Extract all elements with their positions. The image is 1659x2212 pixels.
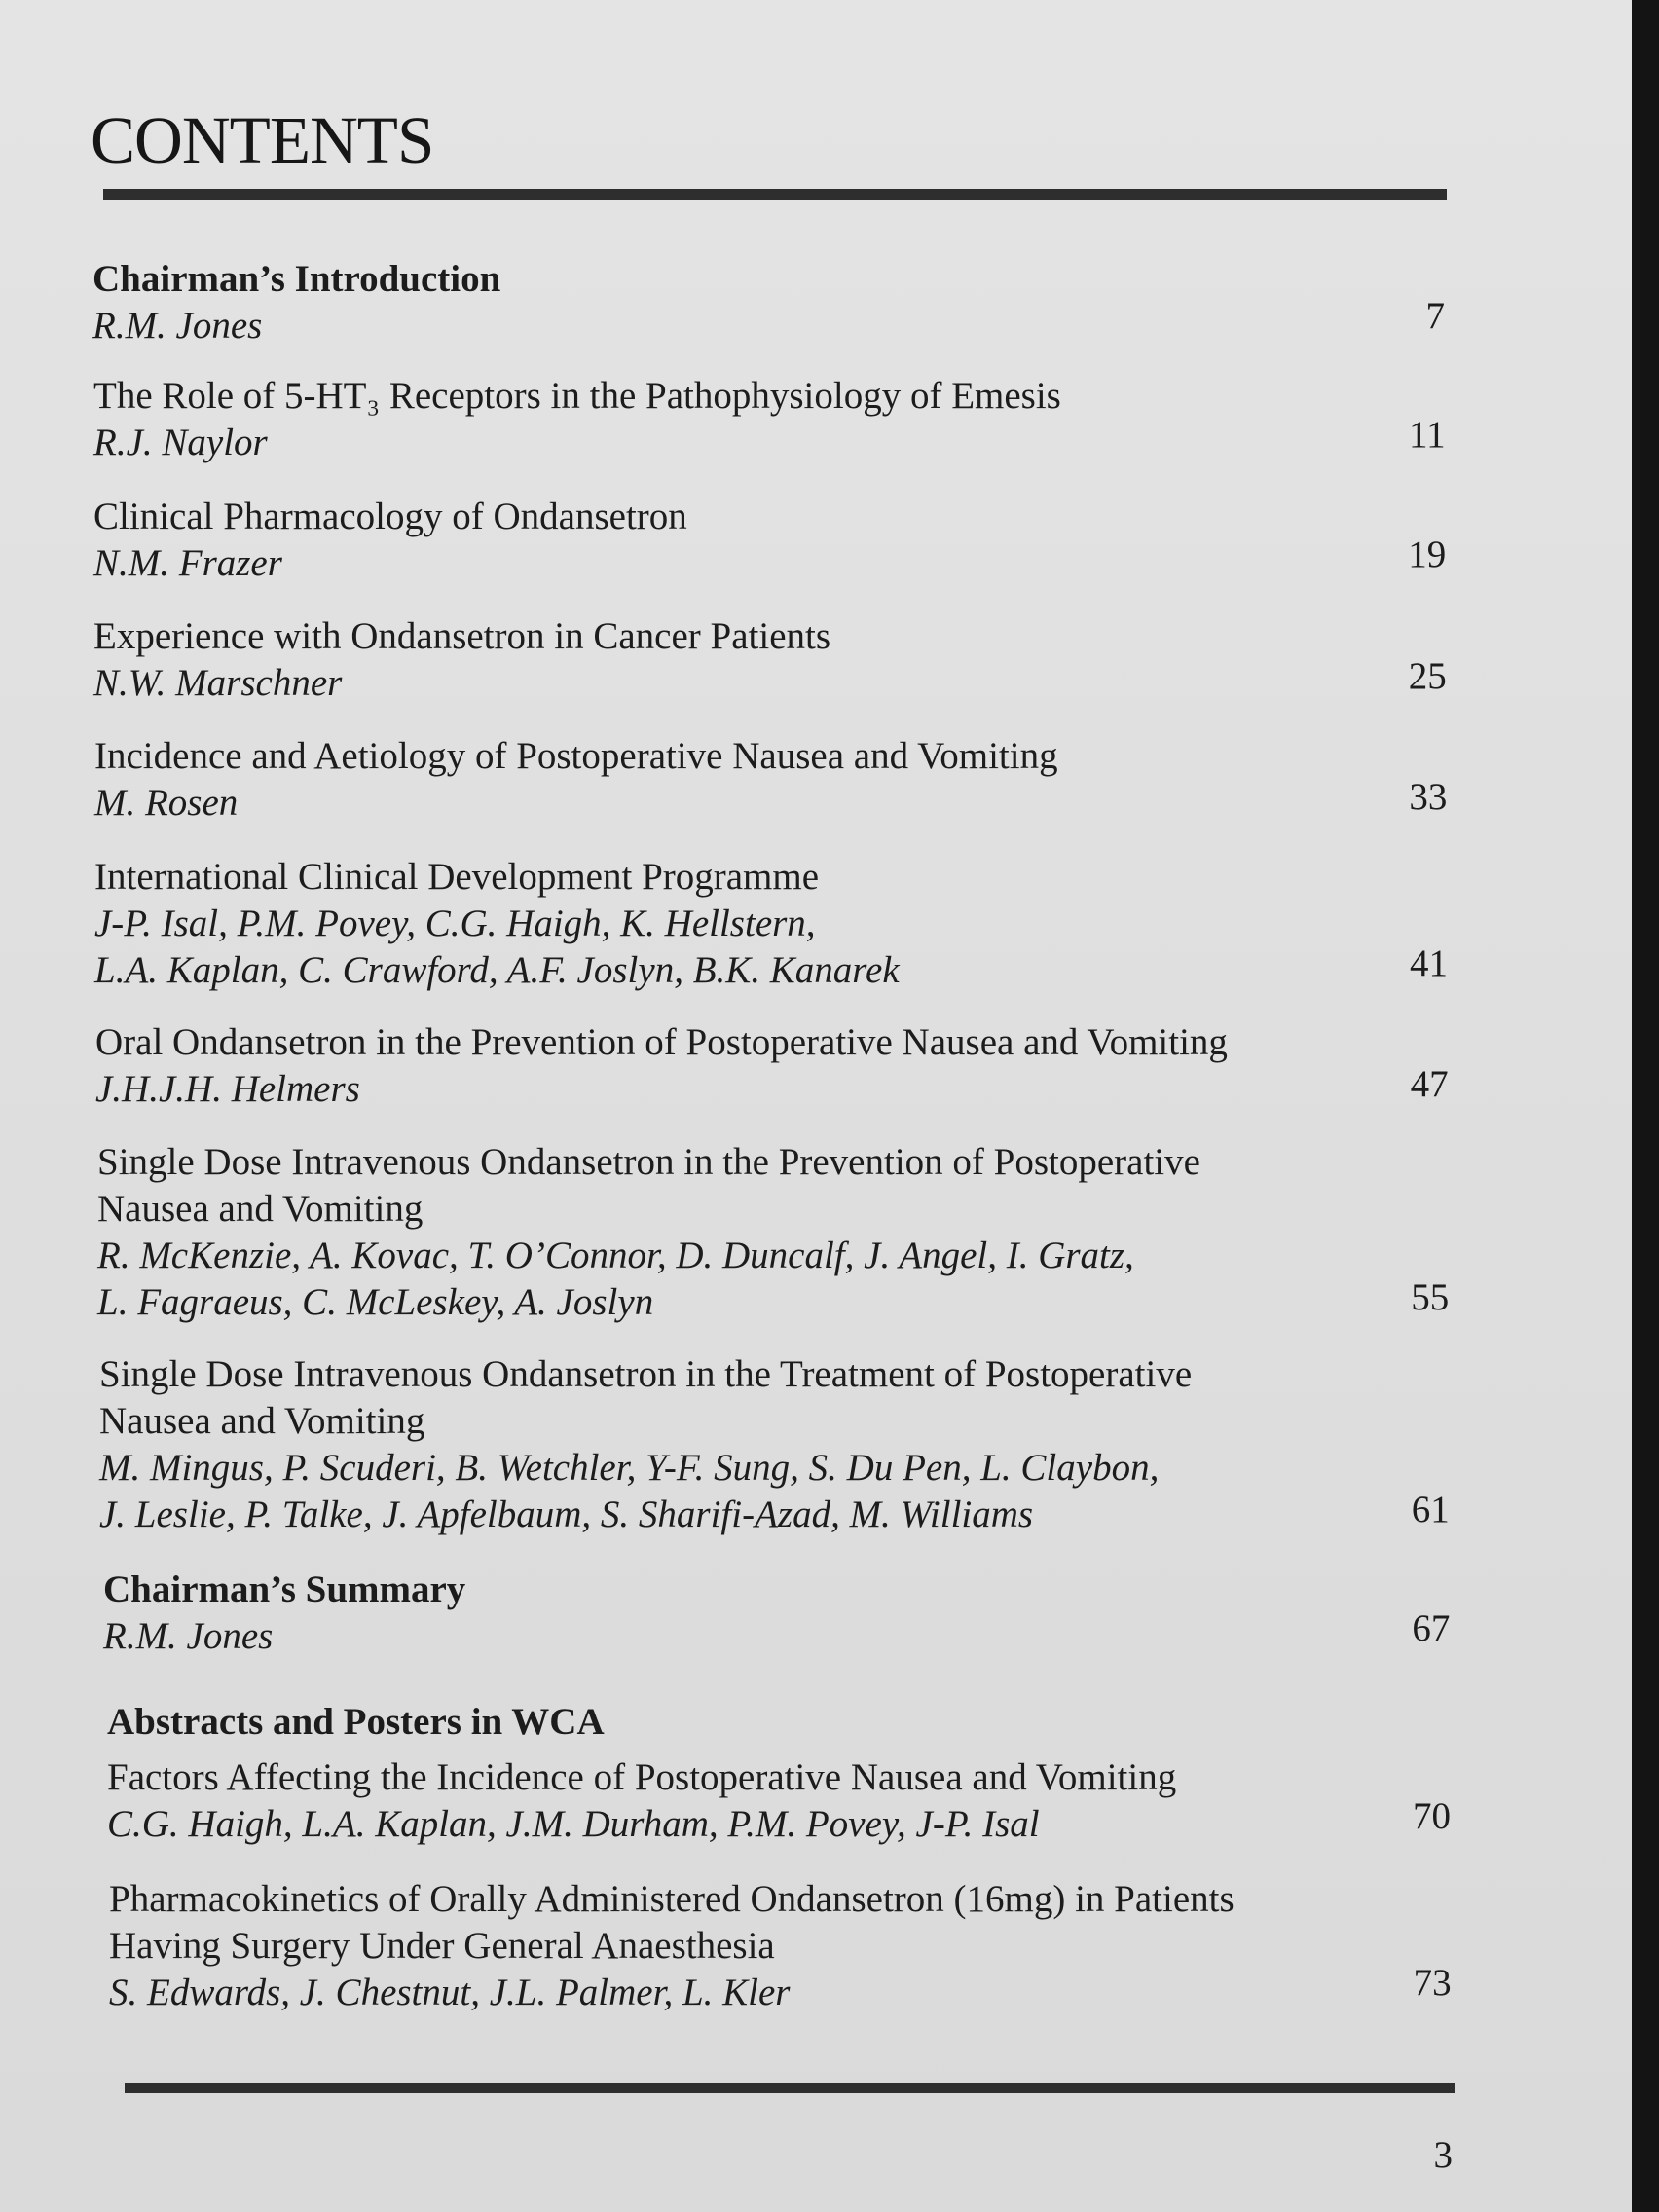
toc-entry xyxy=(93,494,1359,587)
entry-title: Single Dose Intravenous Ondansetron in the Prevention of Postoperative xyxy=(97,1141,1200,1183)
entry-authors: J. Leslie, P. Talke, J. Apfelbaum, S. Sharifi-Azad, M. Williams xyxy=(99,1493,1034,1535)
toc-entry xyxy=(94,733,1360,827)
entry-title: The Role of 5-HT₃ Receptors in the Pathophysiology of Emesis xyxy=(93,375,1061,417)
entry-page-number: 55 xyxy=(1411,1276,1450,1318)
entry-authors: R.J. Naylor xyxy=(93,422,268,463)
entry-authors: S. Edwards, J. Chestnut, J.L. Palmer, L. Kler xyxy=(109,1972,791,2013)
entry-page-number: 11 xyxy=(1409,414,1446,456)
toc-entry xyxy=(92,256,1358,350)
page-number: 3 xyxy=(1433,2134,1453,2176)
entry-title: Oral Ondansetron in the Prevention of Postoperative Nausea and Vomiting xyxy=(95,1021,1228,1063)
toc-entry xyxy=(99,1351,1365,1538)
entry-page-number: 25 xyxy=(1408,655,1447,697)
entry-title: Incidence and Aetiology of Postoperative Nausea and Vomiting xyxy=(94,735,1058,777)
toc-entry xyxy=(97,1139,1363,1326)
entry-authors: L. Fagraeus, C. McLeskey, A. Joslyn xyxy=(97,1281,654,1323)
entry-authors: M. Rosen xyxy=(94,782,239,824)
entry-page-number: 47 xyxy=(1410,1063,1449,1105)
entry-authors: L.A. Kaplan, C. Crawford, A.F. Joslyn, B.K. Kanarek xyxy=(94,949,900,991)
entry-authors: N.W. Marschner xyxy=(93,662,343,704)
entry-title: Nausea and Vomiting xyxy=(99,1400,425,1442)
entry-page-number: 19 xyxy=(1408,534,1447,575)
entry-page-number: 70 xyxy=(1413,1795,1451,1837)
page-title: CONTENTS xyxy=(91,103,434,177)
page-edge-shadow xyxy=(1632,0,1659,2212)
entry-title: Chairman’s Introduction xyxy=(92,258,501,300)
entry-page-number: 7 xyxy=(1425,295,1445,337)
entry-title: Experience with Ondansetron in Cancer Patients xyxy=(93,615,831,657)
entry-authors: N.M. Frazer xyxy=(93,542,282,584)
entry-authors: J.H.J.H. Helmers xyxy=(95,1068,360,1110)
toc-entry xyxy=(107,1754,1373,1848)
entry-title: Pharmacokinetics of Orally Administered Ondansetron (16mg) in Patients xyxy=(109,1878,1235,1920)
entry-page-number: 33 xyxy=(1409,776,1448,818)
toc-entry xyxy=(109,1876,1375,2016)
entry-title: Nausea and Vomiting xyxy=(97,1188,424,1230)
bottom-rule xyxy=(125,2083,1455,2093)
entry-authors: R. McKenzie, A. Kovac, T. O’Connor, D. Duncalf, J. Angel, I. Gratz, xyxy=(97,1235,1134,1276)
toc-entry xyxy=(93,373,1359,466)
entry-page-number: 67 xyxy=(1412,1607,1451,1649)
top-rule xyxy=(103,189,1447,200)
toc-entry xyxy=(94,854,1360,994)
entry-title: Factors Affecting the Incidence of Postoperative Nausea and Vomiting xyxy=(107,1756,1177,1798)
entry-authors: R.M. Jones xyxy=(103,1615,274,1657)
entry-title: International Clinical Development Programme xyxy=(94,856,820,898)
entry-title: Single Dose Intravenous Ondansetron in the Treatment of Postoperative xyxy=(99,1353,1193,1395)
toc-entry xyxy=(103,1567,1369,1660)
entry-authors: R.M. Jones xyxy=(92,305,263,347)
toc-entry xyxy=(93,613,1359,707)
entry-title: Chairman’s Summary xyxy=(103,1568,466,1610)
entry-title: Having Surgery Under General Anaesthesia xyxy=(109,1925,775,1967)
entry-authors: J-P. Isal, P.M. Povey, C.G. Haigh, K. Hellstern, xyxy=(94,903,816,944)
entry-authors: M. Mingus, P. Scuderi, B. Wetchler, Y-F. Sung, S. Du Pen, L. Claybon, xyxy=(99,1447,1160,1489)
entry-page-number: 41 xyxy=(1410,942,1448,984)
entry-authors: C.G. Haigh, L.A. Kaplan, J.M. Durham, P.M. Povey, J-P. Isal xyxy=(107,1803,1040,1845)
entry-page-number: 61 xyxy=(1411,1489,1450,1530)
entry-page-number: 73 xyxy=(1413,1962,1452,2004)
toc-entry xyxy=(95,1019,1361,1113)
entry-title: Clinical Pharmacology of Ondansetron xyxy=(93,496,687,537)
section-heading: Abstracts and Posters in WCA xyxy=(107,1701,605,1743)
